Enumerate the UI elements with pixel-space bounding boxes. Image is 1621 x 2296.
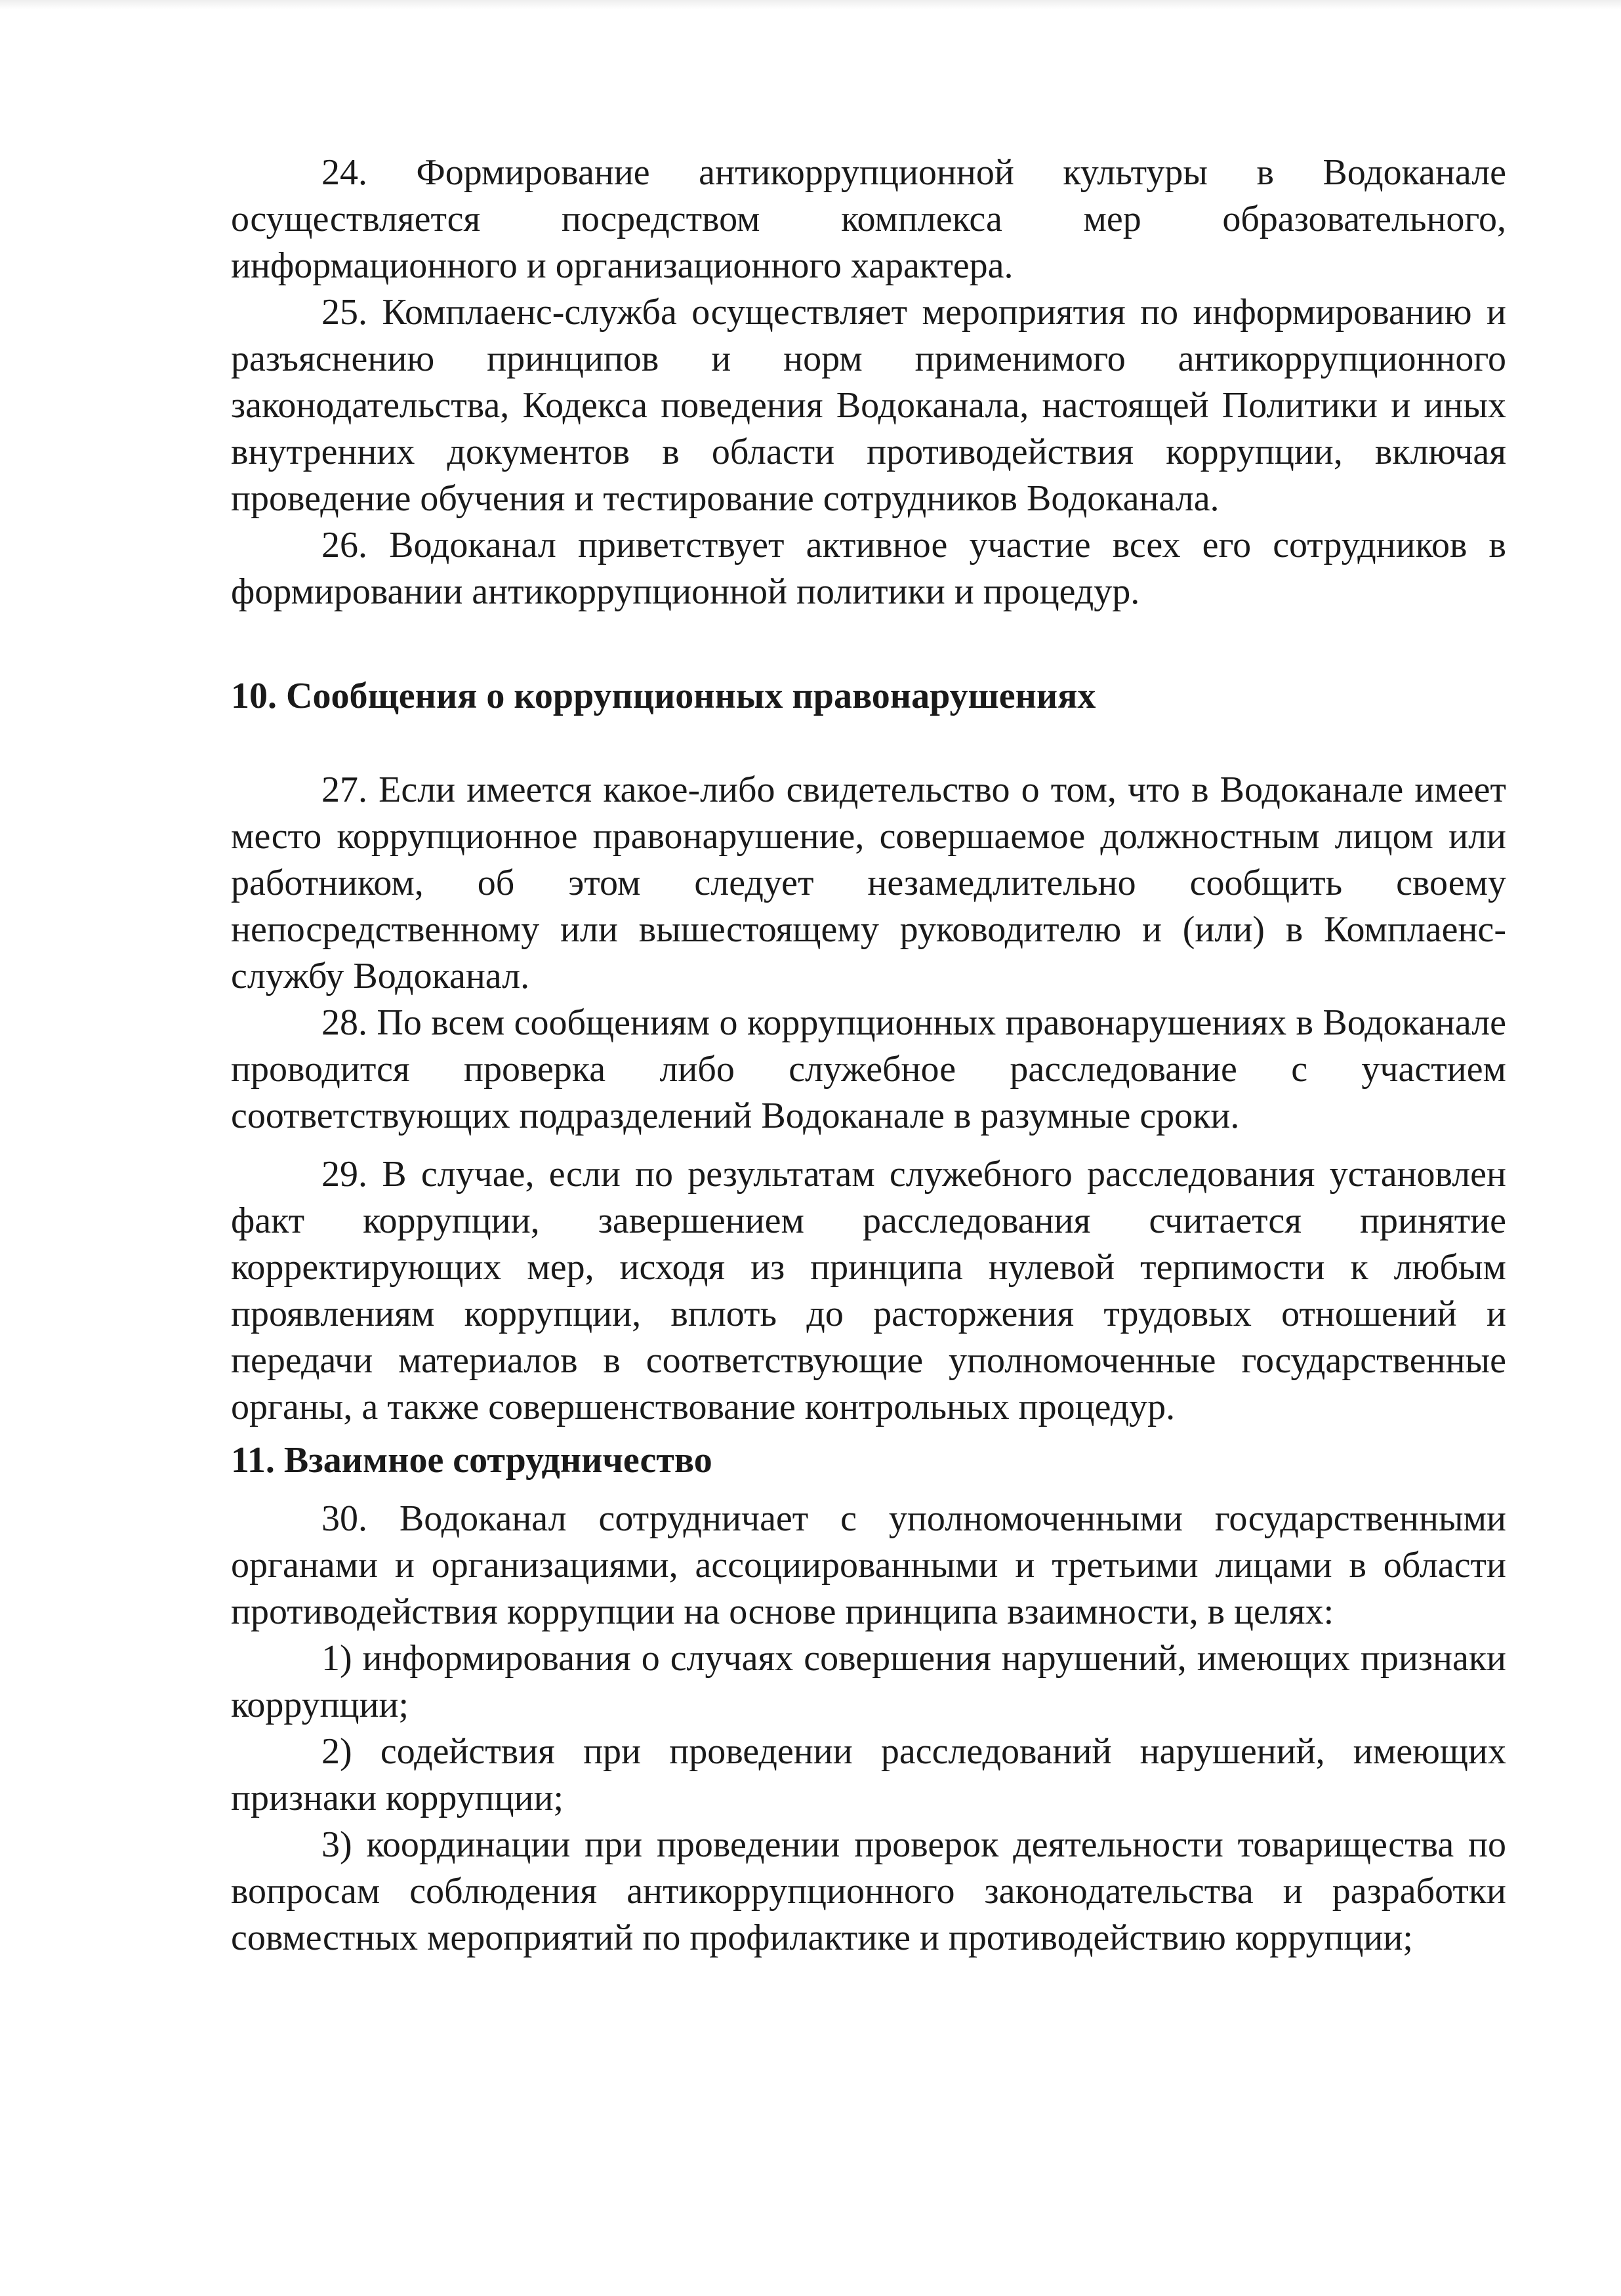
paragraph-30: 30. Водоканал сотрудничает с уполномоченными государственными органами и организациями, ассоциированными и третьими лицами в области противодействия коррупции на основе принципа взаимности, в целях:: [231, 1498, 1506, 1632]
paragraph-26: 26. Водоканал приветствует активное участие всех его сотрудников в формировании антикоррупционной политики и процедур.: [231, 525, 1506, 612]
section-heading-11: 11. Взаимное сотрудничество: [231, 1440, 712, 1481]
section-heading-10: 10. Сообщения о коррупционных правонарушениях: [231, 676, 1096, 716]
scan-edge-shadow: [0, 0, 1621, 9]
paragraph-24: 24. Формирование антикоррупционной культуры в Водоканале осуществляется посредством комплекса мер образовательного, информационного и организационного характера.: [231, 152, 1506, 286]
list-item-30-2: 2) содействия при проведении расследований нарушений, имеющих признаки коррупции;: [231, 1731, 1506, 1818]
list-item-30-3: 3) координации при проведении проверок деятельности товарищества по вопросам соблюдения антикоррупционного законодательства и разработки совместных мероприятий по профилактике и противодействию коррупции;: [231, 1824, 1506, 1958]
paragraph-29: 29. В случае, если по результатам служебного расследования установлен факт коррупции, завершением расследования считается принятие корректирующих мер, исходя из принципа нулевой терпимости к любым проявлениям коррупции, вплоть до расторжения трудовых отношений и передачи материалов в соответствующие уполномоченные государственные органы, а также совершенствование контрольных процедур.: [231, 1154, 1506, 1427]
document-body: [231, 150, 1506, 1961]
paragraph-27: 27. Если имеется какое-либо свидетельство о том, что в Водоканале имеет место коррупционное правонарушение, совершаемое должностным лицом или работником, об этом следует незамедлительно сообщить своему непосредственному или вышестоящему руководителю и (или) в Комплаенс-службу Водоканал.: [231, 769, 1506, 996]
paragraph-25: 25. Комплаенс-служба осуществляет мероприятия по информированию и разъяснению принципов и норм применимого антикоррупционного законодательства, Кодекса поведения Водоканала, настоящей Политики и иных внутренних документов в области противодействия коррупции, включая проведение обучения и тестирование сотрудников Водоканала.: [231, 292, 1506, 519]
list-item-30-1: 1) информирования о случаях совершения нарушений, имеющих признаки коррупции;: [231, 1638, 1506, 1725]
paragraph-28: 28. По всем сообщениям о коррупционных правонарушениях в Водоканале проводится проверка либо служебное расследование с участием соответствующих подразделений Водоканале в разумные сроки.: [231, 1002, 1506, 1136]
